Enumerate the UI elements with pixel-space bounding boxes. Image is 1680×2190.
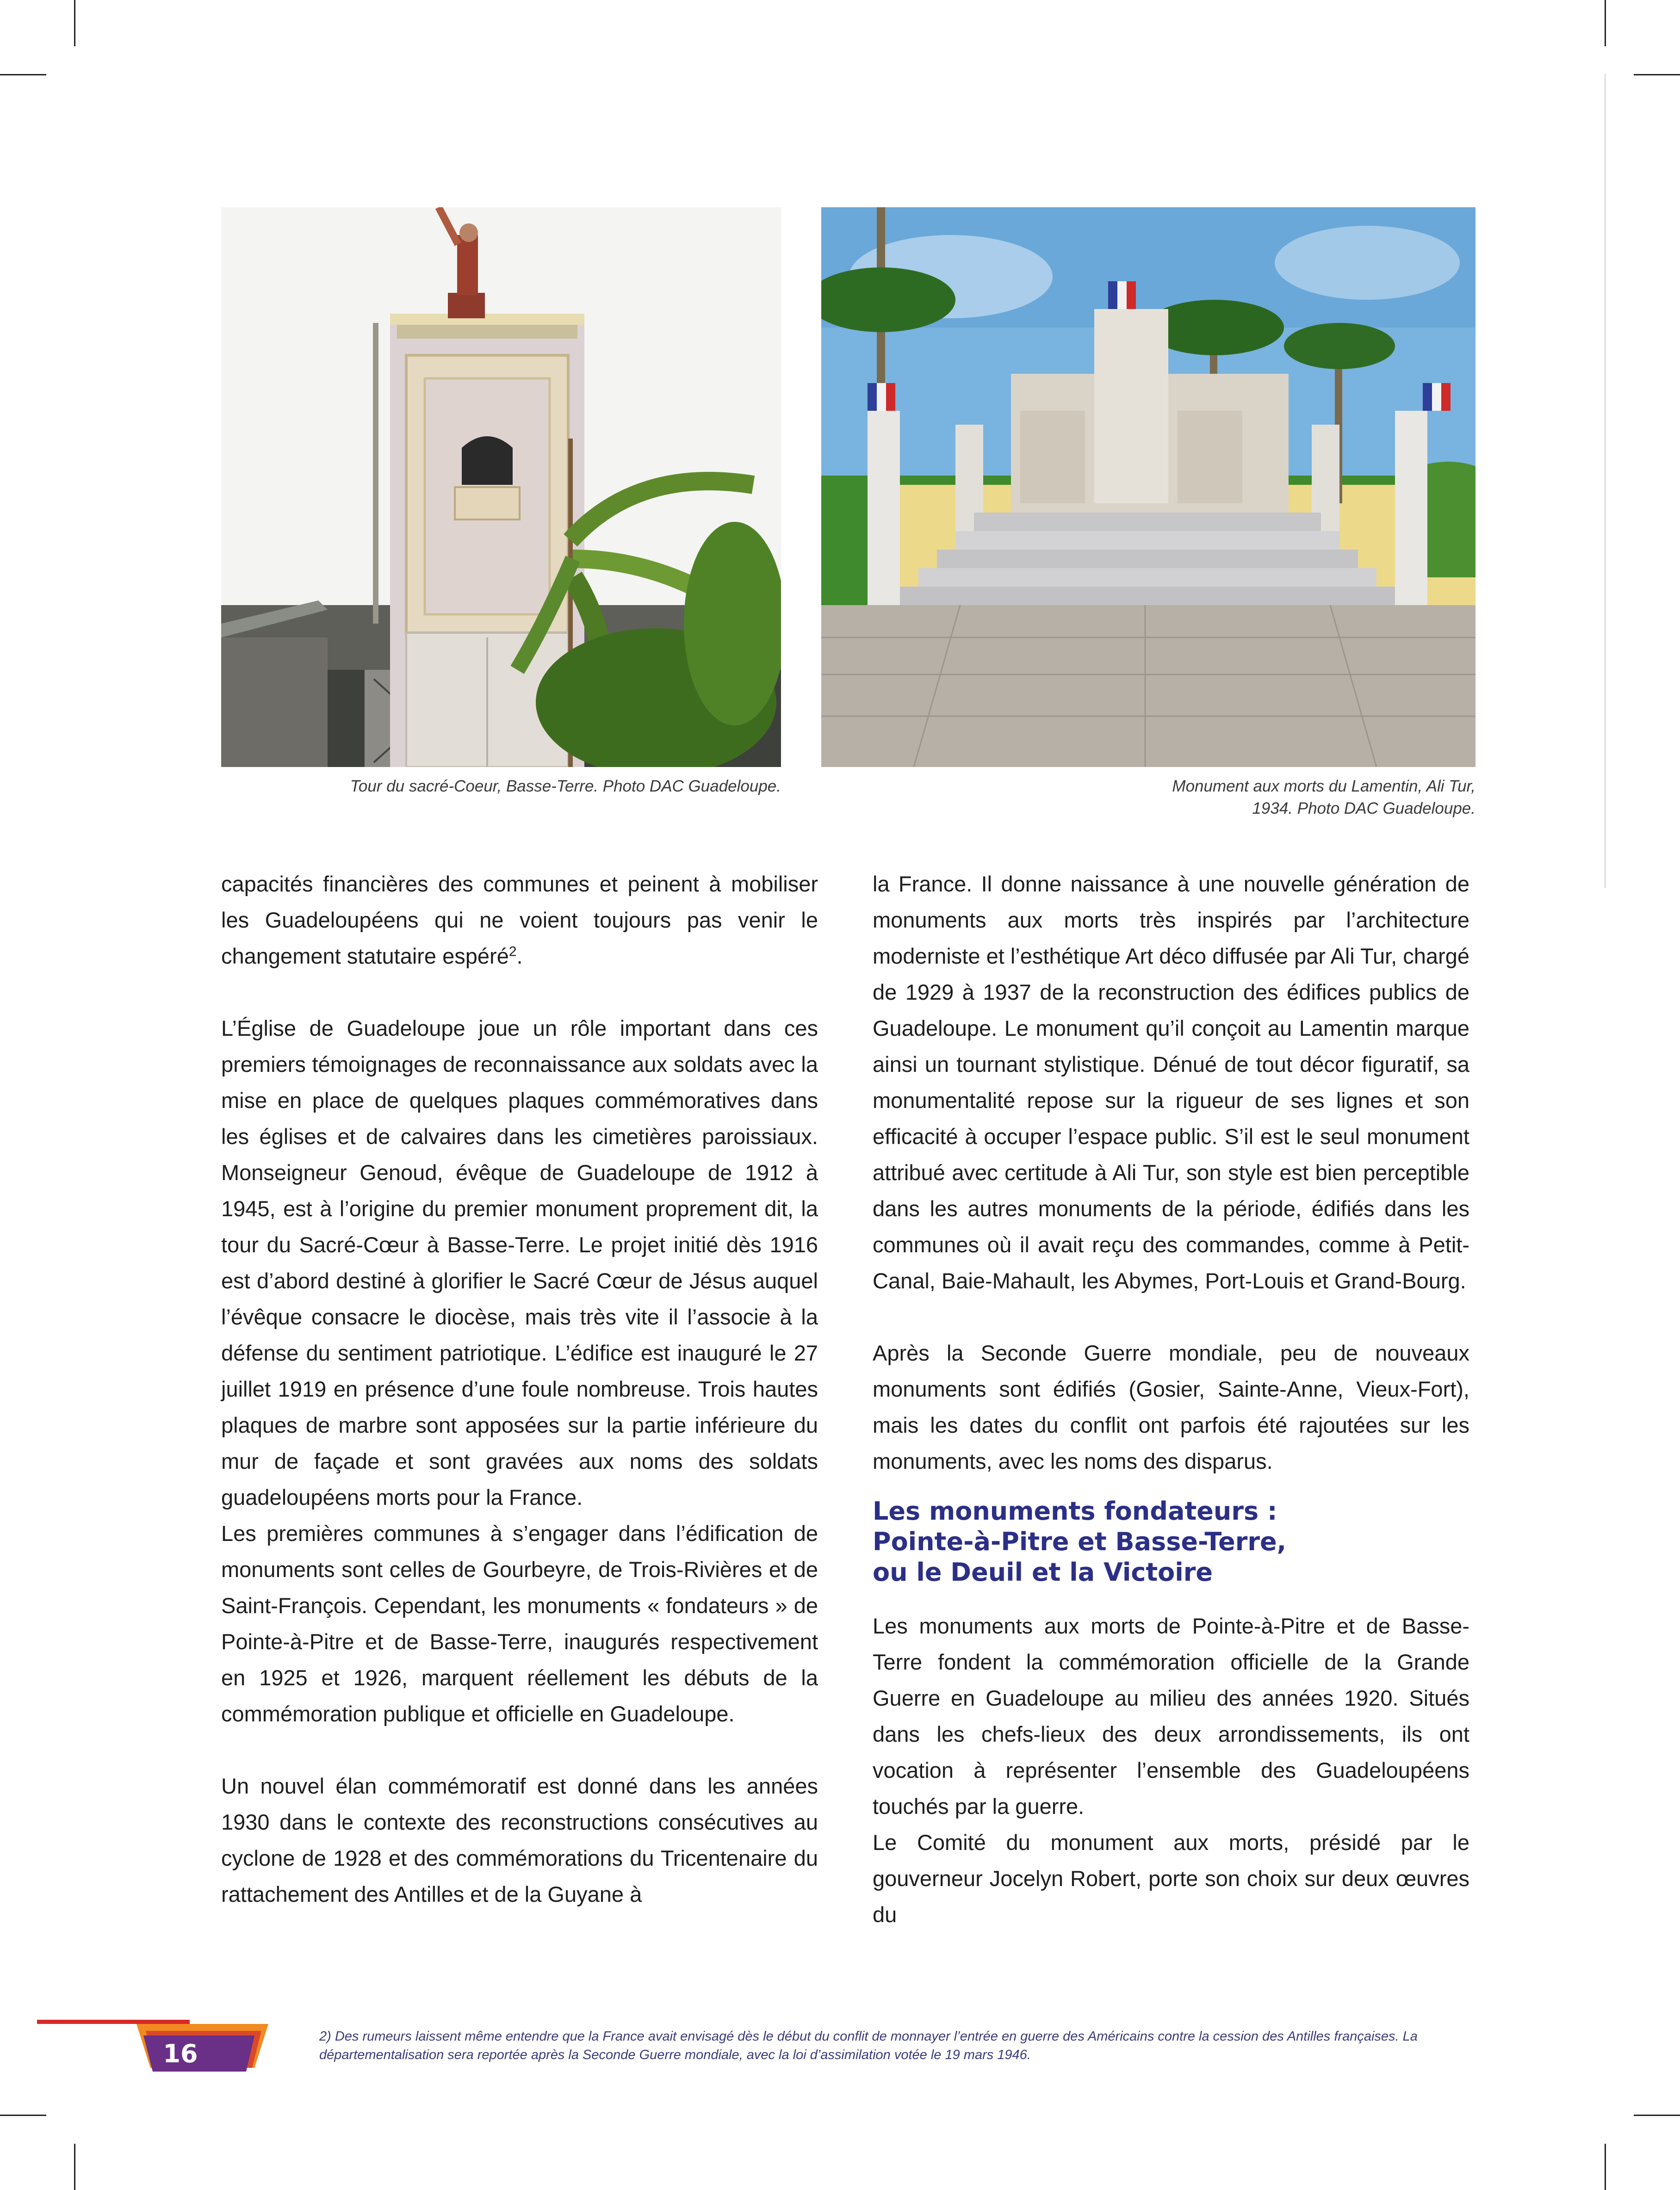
paragraph: capacités financières des communes et peinent à mobiliser les Guadeloupéens qui ne voient toujours pas venir le changement statutaire espéré$^2$. <box>221 872 818 968</box>
crop-mark <box>74 2144 75 2190</box>
paragraph: Les monuments aux morts de Pointe-à-Pitre et de Basse-Terre fondent la commémoration officielle de la Grande Guerre en Guadeloupe au milieu des années 1920. Situés dans les chefs-lieux des deux arrondissements, ils ont vocation à représenter l’ensemble des Guadeloupéens touchés par la guerre. <box>873 1614 1469 1819</box>
section-heading-line-2: Pointe-à-Pitre et Basse-Terre, <box>873 1527 1287 1556</box>
section-heading-line-1: Les monuments fondateurs : <box>873 1497 1277 1526</box>
sacre-coeur-tower-photo <box>221 207 781 767</box>
paragraph: Les premières communes à s’engager dans l’édification de monuments sont celles de Gourbeyre, de Trois-Rivières et de Saint-François. Cependant, les monuments « fondateurs » de Pointe-à-Pitre et de Basse-Terre, inaugurés respectivement en 1925 et 1926, marquent réellement les débuts de la commémoration publique et officielle en Guadeloupe. <box>221 1521 818 1726</box>
crop-mark <box>1634 2115 1680 2116</box>
crop-mark <box>1634 74 1680 75</box>
bleed-line <box>1605 74 1606 888</box>
right-caption-line-1: Monument aux morts du Lamentin, Ali Tur, <box>1172 777 1475 795</box>
crop-mark <box>1605 2144 1606 2190</box>
footnote: 2) Des rumeurs laissent même entendre que la France avait envisagé dès le début du conflit de monnayer l’entrée en guerre des Américains contre la cession des Antilles françaises. La départementalisation sera reportée après la Seconde Guerre mondiale, avec la loi d’assimilation votée le 19 mars 1946. <box>319 2029 1418 2062</box>
crop-mark <box>1605 0 1606 46</box>
crop-mark <box>74 0 75 46</box>
crop-mark <box>0 2115 46 2116</box>
paragraph: L’Église de Guadeloupe joue un rôle important dans ces premiers témoignages de reconnaissance aux soldats avec la mise en place de quelques plaques commémoratives dans les églises et de calvaires dans les cimetières paroissiaux. Monseigneur Genoud, évêque de Guadeloupe de 1912 à 1945, est à l’origine du premier monument proprement dit, la tour du Sacré-Cœur à Basse-Terre. Le projet initié dès 1916 est d’abord destiné à glorifier le Sacré Cœur de Jésus auquel l’évêque consacre le diocèse, mais très vite il l’associe à la défense du sentiment patriotique. L’édifice est inauguré le 27 juillet 1919 en présence d’une foule nombreuse. Trois hautes plaques de marbre sont apposées sur la partie inférieure du mur de façade et sont gravées aux noms des soldats guadeloupéens morts pour la France. <box>221 1016 818 1509</box>
paragraph: Le Comité du monument aux morts, présidé par le gouverneur Jocelyn Robert, porte son choix sur deux œuvres du <box>873 1830 1469 1927</box>
sacre-coeur-tower-image <box>221 207 781 767</box>
paragraph: la France. Il donne naissance à une nouvelle génération de monuments aux morts très inspirés par l’architecture moderniste et l’esthétique Art déco diffusée par Ali Tur, chargé de 1929 à 1937 de la reconstruction des édifices publics de Guadeloupe. Le monument qu’il conçoit au Lamentin marque ainsi un tournant stylistique. Dénué de tout décor figuratif, sa monumentalité repose sur la rigueur de ses lignes et son efficacité à occuper l’espace public. S’il est le seul monument attribué avec certitude à Ali Tur, son style est bien perceptible dans les autres monuments de la période, édifiés dans les communes où il avait reçu des commandes, comme à Petit-Canal, Baie-Mahault, les Abymes, Port-Louis et Grand-Bourg. <box>873 872 1469 1293</box>
right-caption-line-2: 1934. Photo DAC Guadeloupe. <box>1252 799 1475 817</box>
section-heading <box>873 1496 1469 1588</box>
crop-mark <box>0 74 46 75</box>
footnote-ref: 2 <box>508 944 517 959</box>
right-column <box>873 866 1469 1933</box>
lamentin-monument-photo <box>821 207 1475 767</box>
lamentin-monument-image <box>821 207 1475 767</box>
page-number: 16 <box>163 2039 198 2068</box>
paragraph: Après la Seconde Guerre mondiale, peu de nouveaux monuments sont édifiés (Gosier, Sainte-Anne, Vieux-Fort), mais les dates du conflit ont parfois été rajoutées sur les monuments, avec les noms des disparus. <box>873 1341 1469 1473</box>
section-heading-line-3: ou le Deuil et la Victoire <box>873 1558 1213 1587</box>
left-column <box>221 866 818 1912</box>
right-figure-caption <box>821 775 1475 820</box>
paragraph: Un nouvel élan commémoratif est donné dans les années 1930 dans le contexte des reconstructions consécutives au cyclone de 1928 et des commémorations du Tricentenaire du rattachement des Antilles et de la Guyane à <box>221 1774 818 1906</box>
left-figure-caption: Tour du sacré-Coeur, Basse-Terre. Photo DAC Guadeloupe. <box>350 777 781 795</box>
